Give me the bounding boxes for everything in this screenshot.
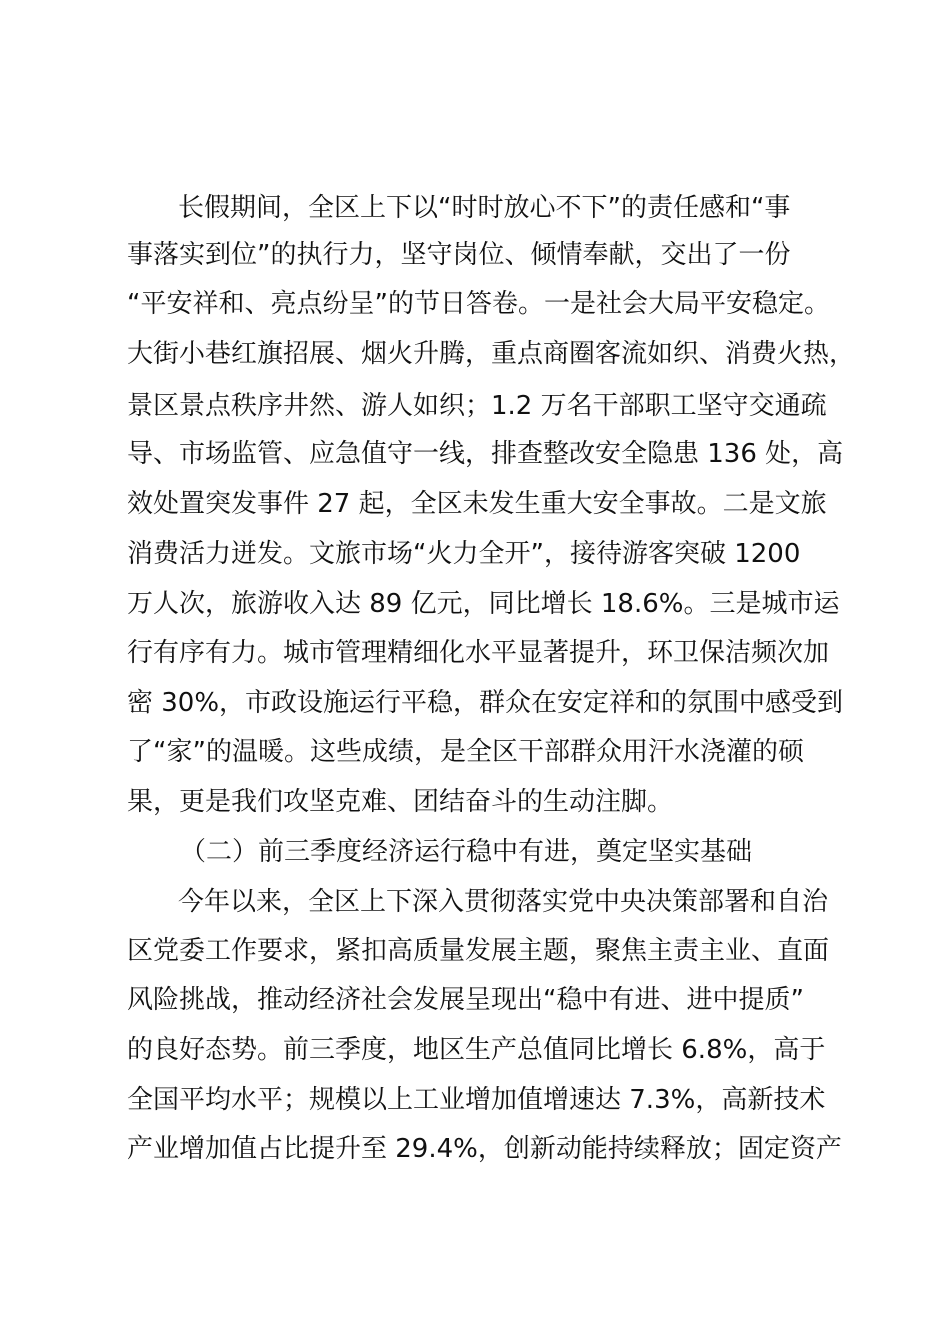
paragraph-1-line-1: 长假期间，全区上下以“时时放心不下”的责任感和“事 xyxy=(178,193,791,223)
paragraph-2-line-2: 区党委工作要求，紧扣高质量发展主题，聚焦主责主业、直面 xyxy=(127,936,830,966)
paragraph-1-line-12: 了“家”的温暖。这些成绩，是全区干部群众用汗水浇灌的硕 xyxy=(127,737,804,767)
paragraph-1-line-3: “平安祥和、亮点纷呈”的节日答卷。一是社会大局平安稳定。 xyxy=(127,289,830,319)
paragraph-1-line-4: 大街小巷红旗招展、烟火升腾，重点商圈客流如织、消费火热， xyxy=(127,339,856,369)
paragraph-2-line-5: 全国平均水平；规模以上工业增加值增速达 7.3%，高新技术 xyxy=(127,1085,826,1115)
paragraph-1-line-6: 导、市场监管、应急值守一线，排查整改安全隐患 136 处，高 xyxy=(127,439,844,469)
paragraph-2-line-3: 风险挑战，推动经济社会发展呈现出“稳中有进、进中提质” xyxy=(127,985,804,1015)
paragraph-1-line-10: 行有序有力。城市管理精细化水平显著提升，环卫保洁频次加 xyxy=(127,638,830,668)
paragraph-1-line-2: 事落实到位”的执行力，坚守岗位、倾情奉献，交出了一份 xyxy=(127,240,791,270)
paragraph-2-line-1: 今年以来，全区上下深入贯彻落实党中央决策部署和自治 xyxy=(178,887,829,917)
paragraph-1-line-9: 万人次，旅游收入达 89 亿元，同比增长 18.6%。三是城市运 xyxy=(127,589,840,619)
paragraph-1-line-5: 景区景点秩序井然、游人如织；1.2 万名干部职工坚守交通疏 xyxy=(127,391,827,421)
paragraph-1-line-11: 密 30%，市政设施运行平稳，群众在安定祥和的氛围中感受到 xyxy=(127,688,844,718)
paragraph-2-line-4: 的良好态势。前三季度，地区生产总值同比增长 6.8%，高于 xyxy=(127,1035,826,1065)
paragraph-2-line-6: 产业增加值占比提升至 29.4%，创新动能持续释放；固定资产 xyxy=(127,1134,842,1164)
section-heading: （二）前三季度经济运行稳中有进，奠定坚实基础 xyxy=(180,837,753,867)
paragraph-1-line-7: 效处置突发事件 27 起，全区未发生重大安全事故。二是文旅 xyxy=(127,489,827,519)
paragraph-1-line-8: 消费活力迸发。文旅市场“火力全开”，接待游客突破 1200 xyxy=(127,539,801,569)
paragraph-1-line-13: 果，更是我们攻坚克难、团结奋斗的生动注脚。 xyxy=(127,787,674,817)
